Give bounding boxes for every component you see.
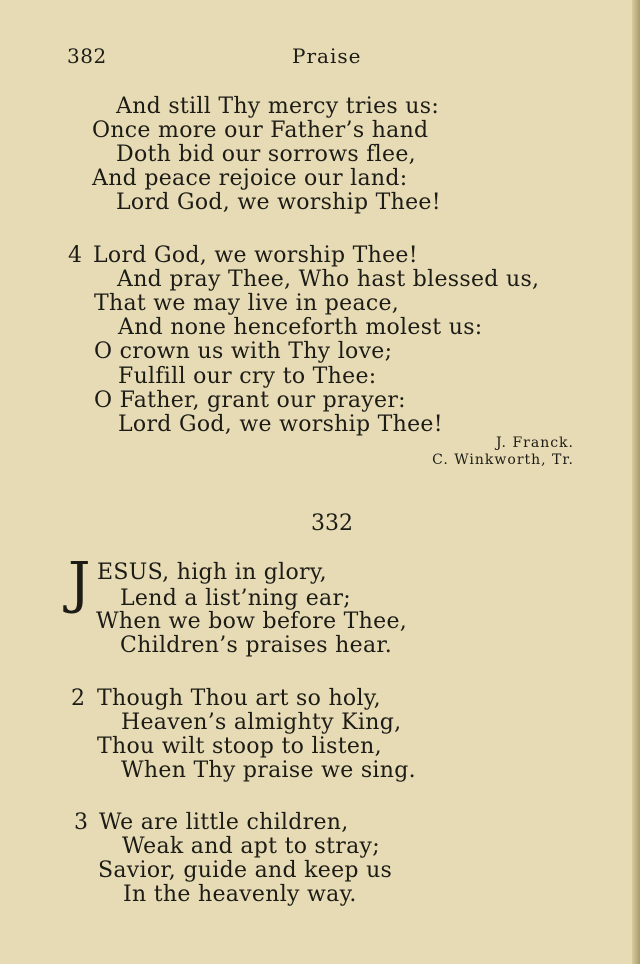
author-credit: J. Franck. xyxy=(496,435,574,451)
verse-line: Children’s praises hear. xyxy=(120,633,393,658)
verse-line: And still Thy mercy tries us: xyxy=(116,94,440,119)
section-title: Praise xyxy=(292,44,362,68)
verse-line: Lend a list’ning ear; xyxy=(120,586,351,611)
verse-line: Lord God, we worship Thee! xyxy=(118,412,443,437)
page-header xyxy=(0,44,640,74)
verse-line: We are little children, xyxy=(99,810,349,835)
verse-line: When we bow before Thee, xyxy=(96,609,408,634)
translator-credit: C. Winkworth, Tr. xyxy=(432,452,574,468)
stanza-number: 3 xyxy=(74,810,88,835)
verse-line: Lord God, we worship Thee! xyxy=(116,190,441,215)
verse-line: Doth bid our sorrows flee, xyxy=(116,142,416,167)
verse-line: O Father, grant our prayer: xyxy=(94,388,406,413)
stanza-number: 4 xyxy=(68,243,82,268)
verse-line: In the heavenly way. xyxy=(123,882,357,907)
page-edge xyxy=(632,0,640,964)
verse-line: And pray Thee, Who hast blessed us, xyxy=(117,267,540,292)
verse-line: Heaven’s almighty King, xyxy=(121,710,402,735)
verse-line: When Thy praise we sing. xyxy=(121,758,416,783)
verse-line: Thou wilt stoop to listen, xyxy=(97,734,382,759)
verse-line: And peace rejoice our land: xyxy=(92,166,408,191)
hymn-number: 332 xyxy=(311,511,353,536)
stanza-number: 2 xyxy=(71,686,85,711)
page-number: 382 xyxy=(67,44,107,68)
drop-cap: J xyxy=(68,551,91,616)
verse-line: Once more our Father’s hand xyxy=(92,118,429,143)
verse-line: Though Thou art so holy, xyxy=(97,686,381,711)
verse-line: ESUS, high in glory, xyxy=(97,560,327,585)
verse-line: Savior, guide and keep us xyxy=(98,858,393,883)
verse-line: That we may live in peace, xyxy=(94,291,400,316)
verse-line: Fulfill our cry to Thee: xyxy=(118,364,377,389)
verse-line: Weak and apt to stray; xyxy=(122,834,380,859)
verse-line: Lord God, we worship Thee! xyxy=(93,243,418,268)
verse-line: And none henceforth molest us: xyxy=(118,315,483,340)
verse-line: O crown us with Thy love; xyxy=(94,339,393,364)
